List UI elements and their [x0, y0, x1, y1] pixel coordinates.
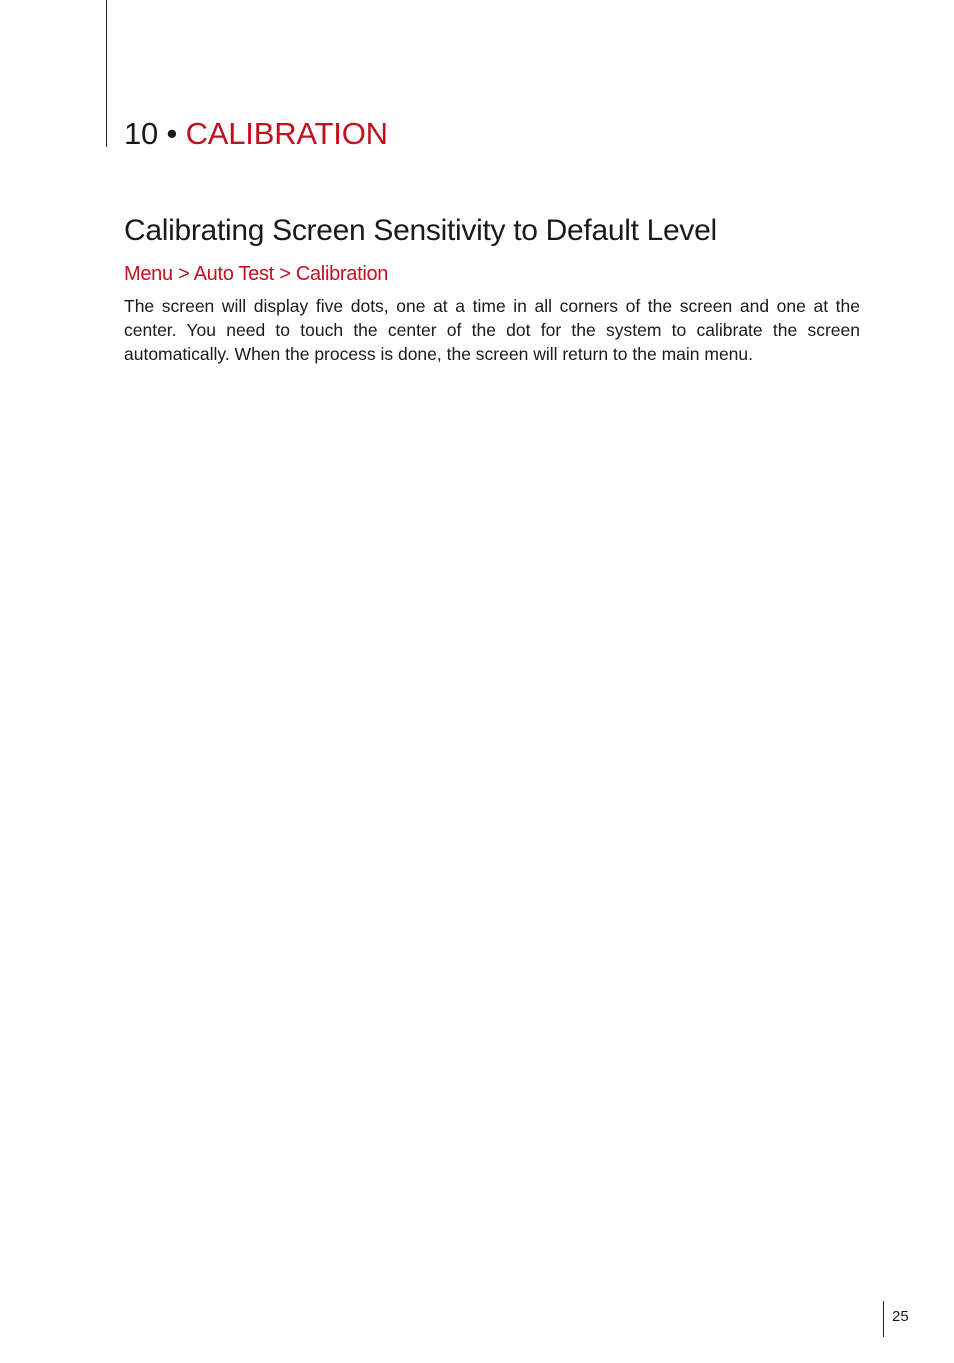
chapter-title: CALIBRATION	[185, 116, 388, 151]
chapter-number: 10	[124, 116, 159, 151]
footer-vertical-rule	[883, 1301, 884, 1337]
header-vertical-rule	[106, 0, 107, 147]
chapter-bullet: •	[166, 116, 178, 151]
menu-path-breadcrumb: Menu > Auto Test > Calibration	[124, 263, 389, 285]
chapter-heading	[124, 114, 388, 154]
section-title: Calibrating Screen Sensitivity to Default Level	[124, 214, 717, 247]
body-paragraph: The screen will display five dots, one at a time in all corners of the screen and one at the center. You need to touch the center of the dot for the system to calibrate the screen automatically. When the process is done, the screen will return to the main menu.	[124, 296, 860, 364]
page-number: 25	[892, 1308, 909, 1325]
